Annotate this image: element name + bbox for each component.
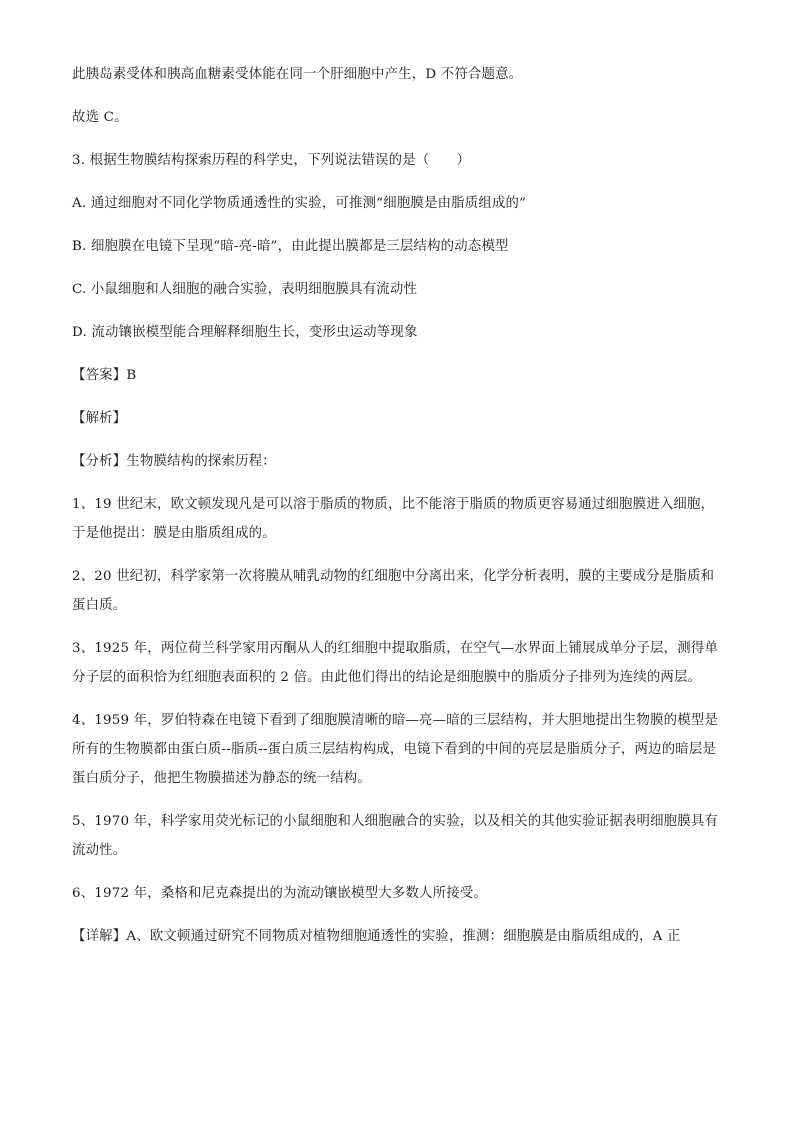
answer-line: [72, 361, 724, 390]
history-item-4: 4、1959 年，罗伯特森在电镜下看到了细胞膜清晰的暗—亮—暗的三层结构，并大胆地提出生物膜的模型是所有的生物膜都由蛋白质--脂质--蛋白质三层结构构成，电镜下看到的中间的亮层是脂质分子，两边的暗层是蛋白质分子，他把生物膜描述为静态的统一结构。: [72, 713, 719, 786]
paragraph-choose-c: 故选 C。: [72, 110, 128, 125]
question-3-stem: 3. 根据生物膜结构探索历程的科学史，下列说法错误的是（ ）: [72, 153, 471, 168]
analysis-heading: 【解析】: [72, 411, 127, 426]
paragraph-prev-conclusion: 此胰岛素受体和胰高血糖素受体能在同一个肝细胞中产生，D 不符合题意。: [72, 67, 523, 82]
history-item-5: 5、1970 年，科学家用荧光标记的小鼠细胞和人细胞融合的实验，以及相关的其他实验证据表明细胞膜具有流动性。: [72, 814, 719, 858]
history-item-3: 3、1925 年，两位荷兰科学家用丙酮从人的红细胞中提取脂质，在空气—水界面上铺展成单分子层，测得单分子层的面积恰为红细胞表面积的 2 倍。由此他们得出的结论是细胞膜中的脂质分子排列为连续的两层。: [72, 641, 719, 685]
history-item-2: 2、20 世纪初，科学家第一次将膜从哺乳动物的红细胞中分离出来，化学分析表明，膜的主要成分是脂质和蛋白质。: [72, 569, 715, 613]
history-item-6: 6、1972 年，桑格和尼克森提出的为流动镶嵌模型大多数人所接受。: [72, 886, 487, 901]
option-b: B. 细胞膜在电镜下呈现“暗-亮-暗”，由此提出膜都是三层结构的动态模型: [72, 239, 509, 254]
answer-value: B: [126, 368, 137, 383]
detail-line: [72, 922, 724, 951]
answer-tag: 【答案】: [72, 368, 127, 383]
option-c: C. 小鼠细胞和人细胞的融合实验，表明细胞膜具有流动性: [72, 282, 418, 297]
fenxi-text: 生物膜结构的探索历程：: [126, 454, 276, 469]
option-d: D. 流动镶嵌模型能合理解释细胞生长，变形虫运动等现象: [72, 325, 418, 340]
document-page: [72, 60, 724, 965]
option-a: A. 通过细胞对不同化学物质通透性的实验，可推测“细胞膜是由脂质组成的”: [72, 196, 527, 211]
history-item-1: 1、19 世纪末，欧文顿发现凡是可以溶于脂质的物质，比不能溶于脂质的物质更容易通过细胞膜进入细胞，于是他提出：膜是由脂质组成的。: [72, 497, 715, 541]
detail-tag: 【详解】: [72, 929, 127, 944]
fenxi-line: [72, 447, 724, 476]
detail-text: A、欧文顿通过研究不同物质对植物细胞通透性的实验，推测：细胞膜是由脂质组成的，A 正: [126, 929, 681, 944]
fenxi-tag: 【分析】: [72, 454, 127, 469]
